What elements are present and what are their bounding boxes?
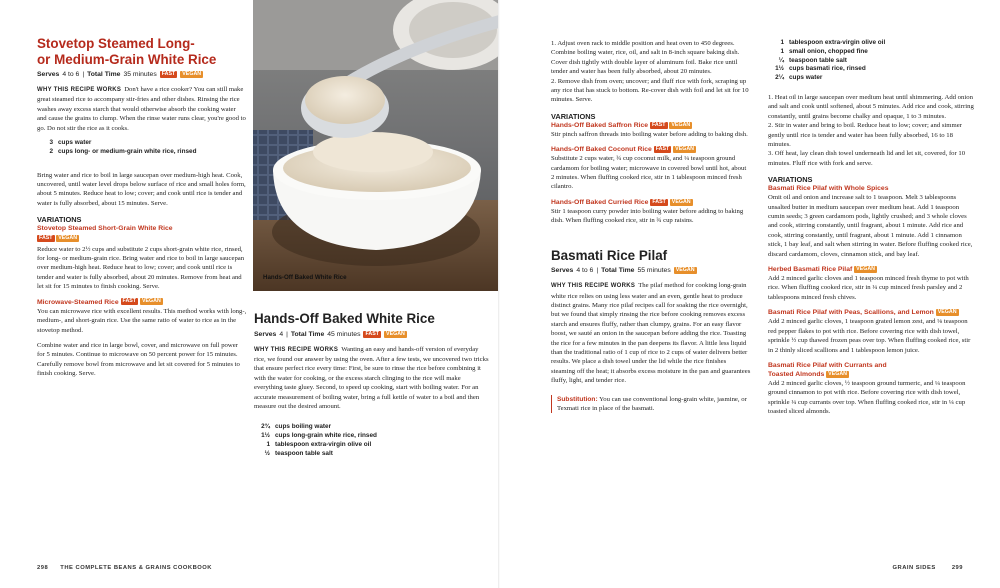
fast-badge: FAST [651, 121, 666, 128]
meta-divider: | [286, 330, 288, 338]
ingredient-item [254, 423, 490, 432]
variation-title [768, 265, 976, 274]
ingredient-text: tablespoon extra-virgin olive oil [789, 39, 886, 46]
fast-badge: FAST [39, 235, 53, 242]
ingredient-item [37, 139, 247, 148]
ingredient-qty: 2 [49, 147, 53, 155]
ingredient-item [254, 441, 490, 450]
variation-title [551, 121, 751, 130]
variations-heading: VARIATIONS [37, 215, 82, 225]
ingredient-text: cups water [58, 139, 92, 147]
vegan-badge: VEGAN [386, 330, 405, 337]
method-step: 1. Heat oil in large saucepan over medium heat until shimmering. Add onion and salt and cook until softened, about 5 minutes. Add rice and cook, stirring constantly, until grains become chalky and opaque, 1 to 3 minutes. [768, 93, 974, 120]
rice-bowl-image [253, 0, 499, 291]
variation-title [37, 298, 247, 307]
recipe-meta [254, 330, 490, 339]
vegan-badge: VEGAN [675, 145, 695, 152]
method-step: 2. Stir in water and bring to boil. Reduce heat to low; cover; and simmer gently until rice is tender and water has been fully absorbed, 16 to 18 minutes. [768, 122, 962, 149]
time-label: Total Time [601, 267, 635, 275]
variation-text: Add 2 minced garlic cloves and 1 teaspoon minced fresh thyme to pot with rice. When fluffing cooked rice, stir in ¼ cup minced fresh parsley and 2 tablespoons minced fresh chives. [768, 275, 969, 301]
why-label: WHY THIS RECIPE WORKS [551, 283, 636, 290]
right-footer [893, 565, 963, 571]
fast-badge: FAST [655, 145, 670, 152]
variation-text: Substitute 2 cups water, ¾ cup coconut milk, and ¼ teaspoon ground cardamom for boiling water; microwave in covered bowl until hot, about 2 minutes. When fluffing cooked rice, stir in 1 tablespoon minced fresh cilantro. [551, 155, 747, 191]
why-label: WHY THIS RECIPE WORKS [254, 346, 339, 353]
book-title: THE COMPLETE BEANS & GRAINS COOKBOOK [60, 565, 212, 571]
variations-heading: VARIATIONS [768, 175, 813, 185]
variation-text: Stir 1 teaspoon curry powder into boiling water before adding to baking dish. When fluffing cooked rice, stir in ¾ cup raisins. [551, 207, 744, 225]
substitution-text: You can use conventional long-grain white, jasmine, or Texmati rice in place of the basmati. [557, 395, 747, 413]
vegan-badge: VEGAN [671, 121, 691, 128]
recipe-title-line1: Stovetop Steamed Long- [37, 36, 195, 51]
variation-title-text: Basmati Rice Pilaf with Whole Spices [768, 185, 889, 193]
variation-title [768, 361, 976, 379]
section-name: GRAIN SIDES [892, 565, 936, 571]
ingredient-item [768, 39, 976, 48]
why-this-works [254, 345, 490, 412]
ingredient-item [254, 432, 490, 441]
recipe-title: Hands-Off Baked White Rice [254, 311, 435, 326]
vegan-badge: VEGAN [828, 370, 848, 377]
meta-divider: | [82, 71, 85, 78]
substitution-label: Substitution: [557, 395, 598, 403]
recipe-meta [37, 70, 247, 79]
serves-label: Serves [37, 71, 60, 78]
time-label: Total Time [290, 330, 325, 338]
serves-value: 4 to 6 [62, 71, 80, 78]
variation-title [37, 224, 247, 233]
page-number: 299 [951, 565, 963, 571]
right-page [500, 0, 1000, 588]
meta-divider: | [596, 267, 599, 275]
method-text: Bring water and rice to boil in large saucepan over medium-high heat. Cook, uncovered, until water level drops below surface of rice and small holes form, about 5 minutes. Reduce heat to low; cover; and cook until rice is tender and water is fully absorbed, about 15 minutes. Serve. [37, 171, 246, 207]
ingredient-qty: 1 [780, 39, 784, 46]
variation-title [551, 198, 751, 207]
ingredient-item [768, 74, 976, 83]
method-step: 2. Remove dish from oven; uncover; and fluff rice with fork, scraping up any rice that has stuck to bottom. Re-cover dish with foil and let sit for 10 minutes. Serve. [551, 77, 749, 104]
ingredient-qty: 2¾ [261, 423, 270, 431]
recipe-title: Basmati Rice Pilaf [551, 247, 668, 263]
variations-heading: VARIATIONS [551, 111, 596, 121]
ingredient-text: cups water [789, 74, 823, 82]
ingredient-qty: ¼ [778, 56, 784, 64]
variation-title-text: Basmati Rice Pilaf with Currants and [768, 361, 887, 369]
method-step: 1. Adjust oven rack to middle position and heat oven to 450 degrees. Combine boiling water, rice, oil, and salt in 8-inch square baking dish. Cover dish tightly with double layer of aluminum foil. Bake rice until tender and water has been fully absorbed, about 20 minutes. [551, 40, 740, 76]
vegan-badge: VEGAN [141, 298, 161, 305]
rice-photo [253, 0, 499, 291]
ingredient-text: cups long-grain white rice, rinsed [275, 432, 377, 440]
center-column [254, 311, 490, 465]
variation-text: You can microwave rice with excellent results. This method works with long-, medium-, and short-grain rice. Use the same ratio of water to rice as in the stovetop method. [37, 307, 247, 334]
recipe-title [37, 36, 247, 67]
recipe-title-line2: or Medium-Grain White Rice [37, 51, 217, 67]
variation-text: Reduce water to 2½ cups and substitute 2 cups short-grain white rice, rinsed, for long- or medium-grain rice. Bring water and rice to boil in large saucepan over medium-high heat. Reduce heat to low; cover; and cook until rice is tender and water is fully absorbed, about 20 minutes. Remove from heat and let sit for 15 minutes to finish cooking. Serve. [37, 245, 245, 291]
ingredient-list [37, 139, 247, 157]
time-value: 55 minutes [637, 267, 671, 275]
ingredient-list [254, 423, 490, 458]
ingredient-text: teaspoon table salt [789, 56, 847, 64]
ingredient-item [768, 57, 976, 66]
variation-title-text: Hands-Off Baked Coconut Rice [551, 146, 652, 154]
ingredient-qty: 2¼ [775, 74, 784, 82]
left-column [37, 36, 247, 379]
variation-title [768, 308, 976, 317]
ingredient-qty: 3 [49, 139, 53, 147]
ingredient-item [768, 65, 976, 74]
left-footer [37, 565, 212, 571]
variation-title-text: Microwave-Steamed Rice [37, 298, 119, 306]
right-column-1 [551, 39, 751, 413]
variation-badges [37, 234, 247, 243]
variation-title-text: Toasted Almonds [768, 370, 825, 378]
ingredient-qty: 1 [780, 47, 784, 55]
fast-badge: FAST [365, 330, 380, 337]
ingredient-list [768, 39, 976, 83]
ingredient-text: tablespoon extra-virgin olive oil [275, 440, 372, 448]
ingredient-text: cups boiling water [275, 423, 332, 431]
vegan-badge: VEGAN [58, 235, 78, 242]
page-number: 298 [37, 565, 49, 571]
time-label: Total Time [87, 71, 121, 78]
ingredient-item [254, 450, 490, 459]
variation-text: Add 2 minced garlic cloves, ½ teaspoon ground turmeric, and ¼ teaspoon ground cinnamon to pot with rice. Before covering rice with dish towel, sprinkle ¼ cup currants over top. When fluffing cooked rice, stir in ¼ cup toasted sliced almonds. [768, 379, 966, 416]
why-this-works [37, 85, 247, 133]
substitution-note [551, 395, 751, 414]
variation-text: Omit oil and onion and increase salt to 1 teaspoon. Melt 3 tablespoons unsalted butter in medium saucepan over medium heat. Add 1 teaspoon cumin seeds; 3 green cardamom pods, lightly crushed; and 3 whole cloves and cook, stirring constantly, until fragrant, about 1 minute. Add rice and cook, stirring constantly, until fragrant, about 1 minute. Add 1 cinnamon stick, 1 bay leaf, and salt when stirring in water. Before fluffing cooked rice, discard cardamom, cloves, cinnamon stick, and bay leaf. [768, 194, 973, 258]
variation-title [768, 184, 976, 193]
serves-value: 4 [279, 330, 284, 338]
variation-text: Add 2 minced garlic cloves, 1 teaspoon grated lemon zest, and ⅛ teaspoon red pepper flakes to pot with rice. Before covering rice with dish towel, sprinkle ½ cup thawed frozen peas over top. When fluffing cooked rice, stir in 2 thinly sliced scallions and 1 tablespoon lemon juice. [768, 318, 971, 354]
right-column-2 [768, 39, 976, 417]
time-value: 45 minutes [327, 330, 361, 338]
recipe-meta [551, 266, 751, 275]
fast-badge: FAST [122, 298, 137, 305]
vegan-badge: VEGAN [671, 198, 691, 205]
ingredient-text: small onion, chopped fine [789, 47, 868, 55]
ingredient-qty: 1 [266, 440, 270, 448]
ingredient-text: cups long- or medium-grain white rice, rinsed [58, 147, 197, 155]
vegan-badge: VEGAN [856, 265, 875, 272]
time-value: 35 minutes [123, 71, 157, 78]
why-text: The pilaf method for cooking long-grain white rice relies on using less water and an even, gentle heat to produce distinct grains. Many rice pilaf recipes call for soaking the rice overnight, but we found that simply rinsing the rice before cooking removes excess starch and ensures fluffy, rather than clumpy, grains. For an easy flavor boost, we sauté an onion in the saucepan before adding the rice. Toasting the rice for a few minutes in the pan deepens its flavor. A little less liquid than the traditional ratio of 1 cup of rice to 2 cups of water delivers better results. We place a dish towel under the lid while the rice finishes steaming off the heat; it absorbs excess moisture in the pan and guarantees fluffy, light, and tender rice. [551, 282, 751, 385]
why-text: Wanting an easy and hands-off version of everyday rice, we found our answer by using the oven. After a few tests, we uncovered two tricks that ensure perfect rice every time: First, be sure to rinse the rice before combining it with the water for cooking, or the excess starch clinging to the rice will make everything taste gluey. Second, to speed up cooking, start with boiling water. For an accurate measurement of boiling water, bring a full kettle of water to a boil and then measure out the desired amount. [254, 345, 489, 410]
ingredient-text: cups basmati rice, rinsed [789, 65, 866, 73]
ingredient-item [37, 148, 247, 157]
ingredient-qty: 1½ [775, 65, 784, 73]
method-step: 3. Off heat, lay clean dish towel underneath lid and let sit, covered, for 10 minutes. Fluff rice with fork and serve. [768, 150, 966, 167]
variation-title-text: Hands-Off Baked Curried Rice [551, 198, 649, 206]
fast-badge: FAST [161, 71, 176, 77]
variation-title-text: Herbed Basmati Rice Pilaf [768, 266, 853, 274]
variation-title-text: Stovetop Steamed Short-Grain White Rice [37, 225, 173, 233]
serves-value: 4 to 6 [576, 267, 594, 275]
fast-badge: FAST [652, 198, 666, 205]
serves-label: Serves [551, 267, 574, 275]
why-this-works [551, 281, 751, 385]
variation-title-text: Basmati Rice Pilaf with Peas, Scallions, and Lemon [768, 309, 934, 317]
variation-text: Stir pinch saffron threads into boiling water before adding to baking dish. [551, 130, 748, 138]
ingredient-qty: ½ [264, 449, 270, 457]
variation-title-text: Hands-Off Baked Saffron Rice [551, 121, 649, 129]
vegan-badge: VEGAN [937, 309, 957, 315]
serves-label: Serves [254, 330, 277, 338]
ingredient-qty: 1½ [261, 432, 270, 440]
why-label: WHY THIS RECIPE WORKS [37, 87, 122, 93]
why-text: Don't have a rice cooker? You can still make great steamed rice to accompany stir-fries and other dishes. Rinsing the rice washes away excess starch that would otherwise absorb the cooking water and cause the grains to clump. When the rinse water runs clear, you're good to go. Do not stir the rice as it cooks. [37, 86, 246, 132]
vegan-badge: VEGAN [675, 267, 695, 274]
ingredient-text: teaspoon table salt [275, 449, 333, 457]
ingredient-item [768, 48, 976, 57]
vegan-badge: VEGAN [182, 71, 202, 77]
variation-title [551, 145, 751, 154]
photo-caption: Hands-Off Baked White Rice [263, 274, 347, 281]
variation-text: Combine water and rice in large bowl, cover, and microwave on full power for 5 minutes. Continue to microwave on 50 percent power for 15 minutes. Carefully remove bowl from microwave and let sit covered for 5 minutes to finish cooking. Serve. [37, 341, 240, 378]
